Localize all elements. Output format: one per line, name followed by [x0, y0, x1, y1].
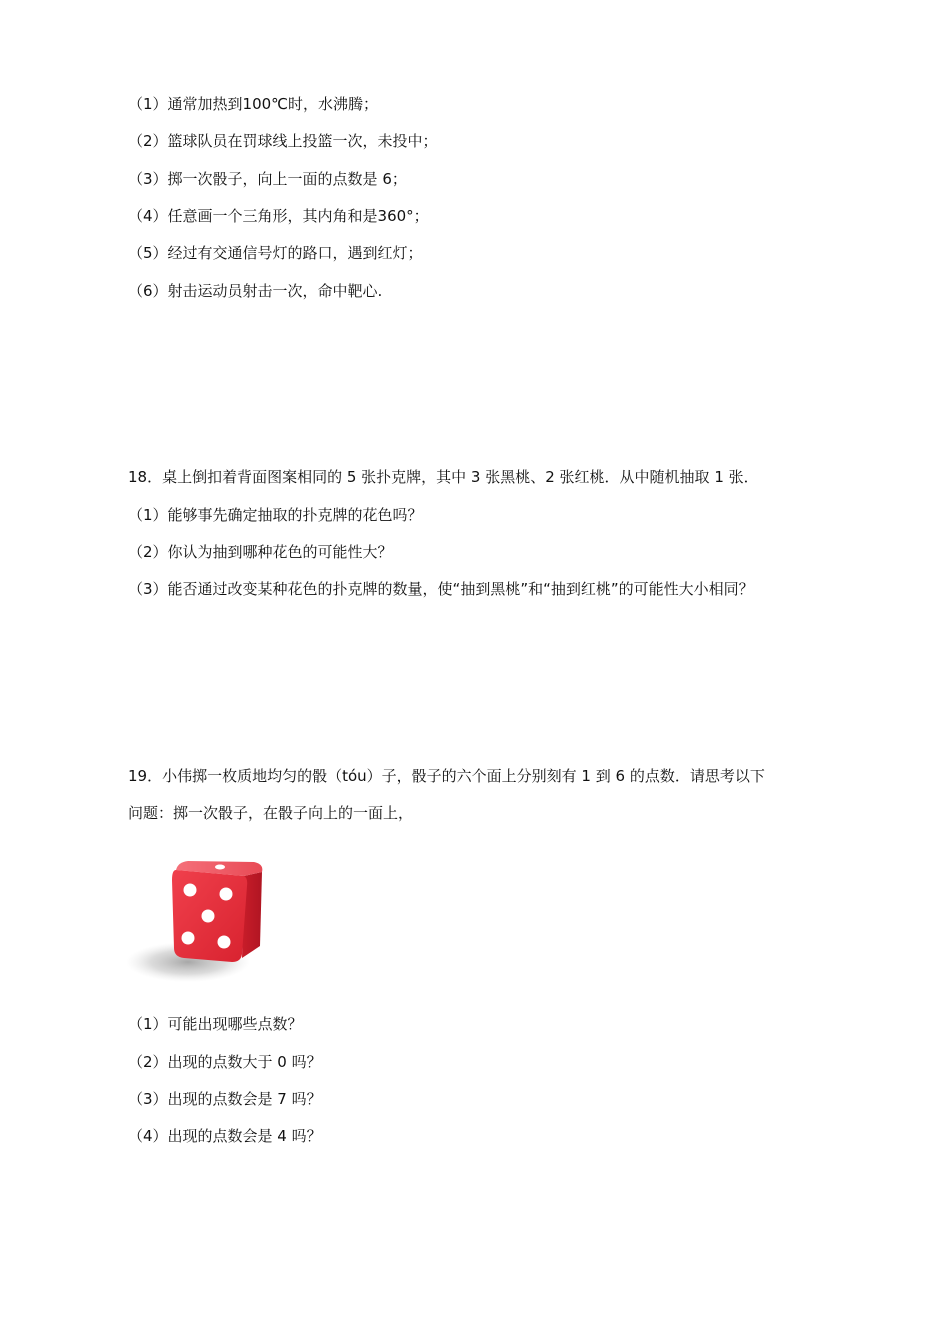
q19-item-4: （4）出现的点数会是 4 吗？	[128, 1127, 322, 1145]
q19-item-3: （3）出现的点数会是 7 吗？	[128, 1090, 322, 1108]
q19-item-1: （1）可能出现哪些点数？	[128, 1015, 303, 1033]
q17-item-5: （5）经过有交通信号灯的路口，遇到红灯；	[128, 244, 423, 262]
dice-pip	[220, 888, 233, 901]
q17-item-4: （4）任意画一个三角形，其内角和是360°；	[128, 207, 429, 225]
dice-pip	[202, 910, 215, 923]
q19-stem-line-1: 19．小伟掷一枚质地均匀的骰（tóu）子，骰子的六个面上分别刻有 1 到 6 的点数．请思考以下	[128, 767, 765, 785]
dice-figure	[126, 858, 268, 984]
q18-item-1: （1）能够事先确定抽取的扑克牌的花色吗？	[128, 506, 423, 524]
dice-pip	[218, 936, 231, 949]
q18-item-2: （2）你认为抽到哪种花色的可能性大？	[128, 543, 393, 561]
q18-item-3: （3）能否通过改变某种花色的扑克牌的数量，使“抽到黑桃”和“抽到红桃”的可能性大小相同？	[128, 580, 754, 598]
dice-pip	[215, 865, 225, 870]
q18-stem: 18．桌上倒扣着背面图案相同的 5 张扑克牌，其中 3 张黑桃、2 张红桃．从中随机抽取 1 张．	[128, 468, 759, 486]
q17-item-3: （3）掷一次骰子，向上一面的点数是 6；	[128, 170, 407, 188]
dice-pip	[184, 884, 197, 897]
q19-item-2: （2）出现的点数大于 0 吗？	[128, 1053, 322, 1071]
q17-item-6: （6）射击运动员射击一次，命中靶心.	[128, 282, 383, 300]
red-dice-icon	[126, 858, 268, 984]
q17-item-1: （1）通常加热到100℃时，水沸腾；	[128, 95, 379, 113]
q19-stem-line-2: 问题：掷一次骰子，在骰子向上的一面上，	[128, 804, 414, 822]
q17-item-2: （2）篮球队员在罚球线上投篮一次，未投中；	[128, 132, 438, 150]
dice-pip	[182, 932, 195, 945]
